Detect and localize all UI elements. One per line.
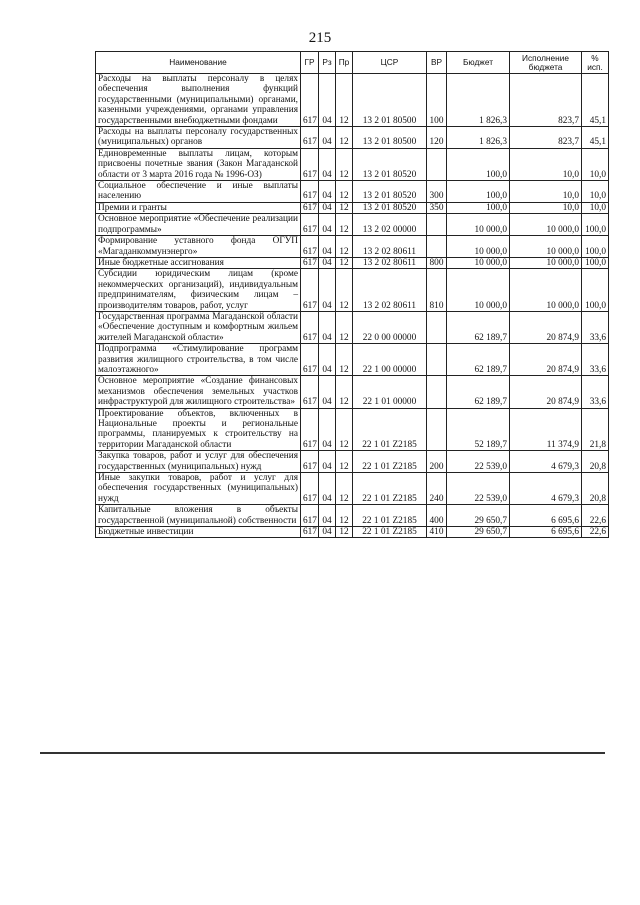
row-percent: 21,8 — [582, 408, 609, 451]
row-budget: 52 189,7 — [447, 408, 510, 451]
row-name: Субсидии юридическим лицам (кроме некоммерческих организаций), индивидуальным предпринимателям, физическим лицам – производителям товаров, работ, услуг — [96, 269, 301, 312]
row-rz: 04 — [319, 269, 336, 312]
row-gr: 617 — [301, 74, 319, 127]
row-pr: 12 — [336, 127, 353, 149]
row-pr: 12 — [336, 344, 353, 376]
table-row — [96, 344, 609, 376]
page-number: 215 — [308, 30, 332, 46]
row-name: Подпрограмма «Стимулирование программ развития жилищного строительства, в том числе малоэтажного» — [96, 344, 301, 376]
row-budget: 10 000,0 — [447, 214, 510, 236]
row-budget: 100,0 — [447, 202, 510, 213]
row-rz: 04 — [319, 376, 336, 408]
row-pr: 12 — [336, 202, 353, 213]
row-name: Социальное обеспечение и иные выплаты населению — [96, 181, 301, 203]
row-gr: 617 — [301, 257, 319, 268]
row-gr: 617 — [301, 181, 319, 203]
row-percent: 100,0 — [582, 236, 609, 258]
row-gr: 617 — [301, 505, 319, 527]
row-rz: 04 — [319, 451, 336, 473]
table-row — [96, 257, 609, 268]
table-row — [96, 127, 609, 149]
row-execution: 4 679,3 — [510, 473, 582, 505]
row-vr: 410 — [427, 527, 447, 538]
row-execution: 10 000,0 — [510, 257, 582, 268]
row-gr: 617 — [301, 473, 319, 505]
table-row — [96, 451, 609, 473]
row-rz: 04 — [319, 257, 336, 268]
row-execution: 10 000,0 — [510, 214, 582, 236]
row-vr: 400 — [427, 505, 447, 527]
row-percent: 45,1 — [582, 74, 609, 127]
row-percent: 20,8 — [582, 451, 609, 473]
row-csr: 13 2 01 80500 — [353, 74, 427, 127]
row-vr — [427, 236, 447, 258]
row-budget: 29 650,7 — [447, 527, 510, 538]
row-percent: 33,6 — [582, 376, 609, 408]
row-name: Иные закупки товаров, работ и услуг для обеспечения государственных (муниципальных) нужд — [96, 473, 301, 505]
row-execution: 20 874,9 — [510, 376, 582, 408]
row-rz: 04 — [319, 148, 336, 180]
header-rz: Рз — [319, 52, 336, 74]
row-vr: 810 — [427, 269, 447, 312]
header-csr: ЦСР — [353, 52, 427, 74]
row-rz: 04 — [319, 408, 336, 451]
header-vr: ВР — [427, 52, 447, 74]
row-name: Единовременные выплаты лицам, которым присвоены почетные звания (Закон Магаданской области от 3 марта 2016 года № 1996-ОЗ) — [96, 148, 301, 180]
row-budget: 22 539,0 — [447, 451, 510, 473]
row-execution: 10 000,0 — [510, 236, 582, 258]
row-name: Премии и гранты — [96, 202, 301, 213]
row-percent: 33,6 — [582, 344, 609, 376]
row-gr: 617 — [301, 376, 319, 408]
row-csr: 22 1 01 Z2185 — [353, 473, 427, 505]
row-name: Основное мероприятие «Создание финансовых механизмов обеспечения земельных участков инфраструктурой для жилищного строительства» — [96, 376, 301, 408]
table-header-row — [96, 52, 609, 74]
row-csr: 13 2 01 80520 — [353, 181, 427, 203]
row-name: Государственная программа Магаданской области «Обеспечение доступным и комфортным жильем жителей Магаданской области» — [96, 311, 301, 343]
row-vr — [427, 408, 447, 451]
header-budget: Бюджет — [447, 52, 510, 74]
row-name: Бюджетные инвестиции — [96, 527, 301, 538]
row-csr: 13 2 02 80611 — [353, 236, 427, 258]
row-pr: 12 — [336, 148, 353, 180]
row-rz: 04 — [319, 344, 336, 376]
row-pr: 12 — [336, 473, 353, 505]
row-percent: 22,6 — [582, 505, 609, 527]
row-execution: 20 874,9 — [510, 344, 582, 376]
row-budget: 10 000,0 — [447, 236, 510, 258]
row-pr: 12 — [336, 311, 353, 343]
row-csr: 22 1 01 Z2185 — [353, 408, 427, 451]
row-budget: 29 650,7 — [447, 505, 510, 527]
row-pr: 12 — [336, 214, 353, 236]
row-percent: 10,0 — [582, 202, 609, 213]
row-csr: 22 1 01 00000 — [353, 376, 427, 408]
table-row — [96, 408, 609, 451]
row-csr: 22 1 01 Z2185 — [353, 505, 427, 527]
row-csr: 13 2 02 80611 — [353, 257, 427, 268]
table-row — [96, 74, 609, 127]
table-row — [96, 148, 609, 180]
row-csr: 22 0 00 00000 — [353, 311, 427, 343]
row-rz: 04 — [319, 236, 336, 258]
row-budget: 10 000,0 — [447, 257, 510, 268]
row-rz: 04 — [319, 527, 336, 538]
row-execution: 10,0 — [510, 148, 582, 180]
row-budget: 100,0 — [447, 148, 510, 180]
row-pr: 12 — [336, 527, 353, 538]
row-rz: 04 — [319, 311, 336, 343]
row-pr: 12 — [336, 376, 353, 408]
row-csr: 13 2 01 80520 — [353, 202, 427, 213]
table-row — [96, 269, 609, 312]
row-gr: 617 — [301, 202, 319, 213]
row-percent: 20,8 — [582, 473, 609, 505]
row-execution: 11 374,9 — [510, 408, 582, 451]
row-percent: 33,6 — [582, 311, 609, 343]
row-rz: 04 — [319, 473, 336, 505]
table-row — [96, 473, 609, 505]
row-budget: 22 539,0 — [447, 473, 510, 505]
row-budget: 62 189,7 — [447, 376, 510, 408]
row-name: Расходы на выплаты персоналу в целях обеспечения выполнения функций государственными (муниципальными) органами, казенными учреждениями, органами управления государственными внебюджетными фондами — [96, 74, 301, 127]
row-gr: 617 — [301, 451, 319, 473]
row-execution: 10 000,0 — [510, 269, 582, 312]
row-rz: 04 — [319, 202, 336, 213]
row-pr: 12 — [336, 181, 353, 203]
row-percent: 45,1 — [582, 127, 609, 149]
table-row — [96, 236, 609, 258]
row-name: Основное мероприятие «Обеспечение реализации подпрограммы» — [96, 214, 301, 236]
table-body — [96, 74, 609, 538]
row-gr: 617 — [301, 311, 319, 343]
header-percent: % исп. — [582, 52, 609, 74]
row-execution: 4 679,3 — [510, 451, 582, 473]
table-row — [96, 202, 609, 213]
row-budget: 62 189,7 — [447, 311, 510, 343]
table-row — [96, 214, 609, 236]
row-gr: 617 — [301, 127, 319, 149]
table-row — [96, 505, 609, 527]
header-name: Наименование — [96, 52, 301, 74]
row-csr: 22 1 01 Z2185 — [353, 451, 427, 473]
row-vr: 200 — [427, 451, 447, 473]
row-pr: 12 — [336, 451, 353, 473]
row-budget: 62 189,7 — [447, 344, 510, 376]
row-gr: 617 — [301, 344, 319, 376]
row-execution: 6 695,6 — [510, 505, 582, 527]
header-pr: Пр — [336, 52, 353, 74]
table-row — [96, 181, 609, 203]
row-vr: 120 — [427, 127, 447, 149]
row-percent: 10,0 — [582, 181, 609, 203]
row-percent: 100,0 — [582, 214, 609, 236]
row-pr: 12 — [336, 257, 353, 268]
row-pr: 12 — [336, 74, 353, 127]
row-rz: 04 — [319, 74, 336, 127]
row-csr: 13 2 02 80611 — [353, 269, 427, 312]
header-execution: Исполнение бюджета — [510, 52, 582, 74]
row-name: Иные бюджетные ассигнования — [96, 257, 301, 268]
row-gr: 617 — [301, 408, 319, 451]
row-vr: 300 — [427, 181, 447, 203]
row-rz: 04 — [319, 505, 336, 527]
row-execution: 10,0 — [510, 202, 582, 213]
budget-table — [95, 51, 609, 538]
row-percent: 100,0 — [582, 269, 609, 312]
row-pr: 12 — [336, 236, 353, 258]
row-percent: 100,0 — [582, 257, 609, 268]
row-pr: 12 — [336, 269, 353, 312]
row-budget: 10 000,0 — [447, 269, 510, 312]
row-vr: 350 — [427, 202, 447, 213]
row-name: Формирование уставного фонда ОГУП «Магаданкоммунэнерго» — [96, 236, 301, 258]
row-vr — [427, 214, 447, 236]
row-vr — [427, 311, 447, 343]
row-rz: 04 — [319, 127, 336, 149]
footer-divider — [40, 752, 605, 754]
row-gr: 617 — [301, 527, 319, 538]
row-vr — [427, 344, 447, 376]
table-row — [96, 527, 609, 538]
row-execution: 823,7 — [510, 127, 582, 149]
row-budget: 1 826,3 — [447, 74, 510, 127]
row-vr: 240 — [427, 473, 447, 505]
row-csr: 13 2 01 80500 — [353, 127, 427, 149]
row-csr: 13 2 02 00000 — [353, 214, 427, 236]
row-percent: 22,6 — [582, 527, 609, 538]
row-csr: 22 1 01 Z2185 — [353, 527, 427, 538]
table-row — [96, 311, 609, 343]
row-budget: 1 826,3 — [447, 127, 510, 149]
row-rz: 04 — [319, 181, 336, 203]
header-gr: ГР — [301, 52, 319, 74]
row-gr: 617 — [301, 269, 319, 312]
row-execution: 6 695,6 — [510, 527, 582, 538]
row-pr: 12 — [336, 408, 353, 451]
row-vr — [427, 376, 447, 408]
row-name: Капитальные вложения в объекты государственной (муниципальной) собственности — [96, 505, 301, 527]
row-csr: 13 2 01 80520 — [353, 148, 427, 180]
row-gr: 617 — [301, 214, 319, 236]
row-name: Проектирование объектов, включенных в Национальные проекты и региональные программы, планируемых к строительству на территории Магаданской области — [96, 408, 301, 451]
row-vr: 800 — [427, 257, 447, 268]
row-percent: 10,0 — [582, 148, 609, 180]
row-execution: 10,0 — [510, 181, 582, 203]
row-vr: 100 — [427, 74, 447, 127]
row-gr: 617 — [301, 236, 319, 258]
row-execution: 20 874,9 — [510, 311, 582, 343]
row-gr: 617 — [301, 148, 319, 180]
row-csr: 22 1 00 00000 — [353, 344, 427, 376]
row-name: Закупка товаров, работ и услуг для обеспечения государственных (муниципальных) нужд — [96, 451, 301, 473]
row-vr — [427, 148, 447, 180]
row-execution: 823,7 — [510, 74, 582, 127]
table-row — [96, 376, 609, 408]
row-rz: 04 — [319, 214, 336, 236]
row-budget: 100,0 — [447, 181, 510, 203]
row-pr: 12 — [336, 505, 353, 527]
row-name: Расходы на выплаты персоналу государственных (муниципальных) органов — [96, 127, 301, 149]
